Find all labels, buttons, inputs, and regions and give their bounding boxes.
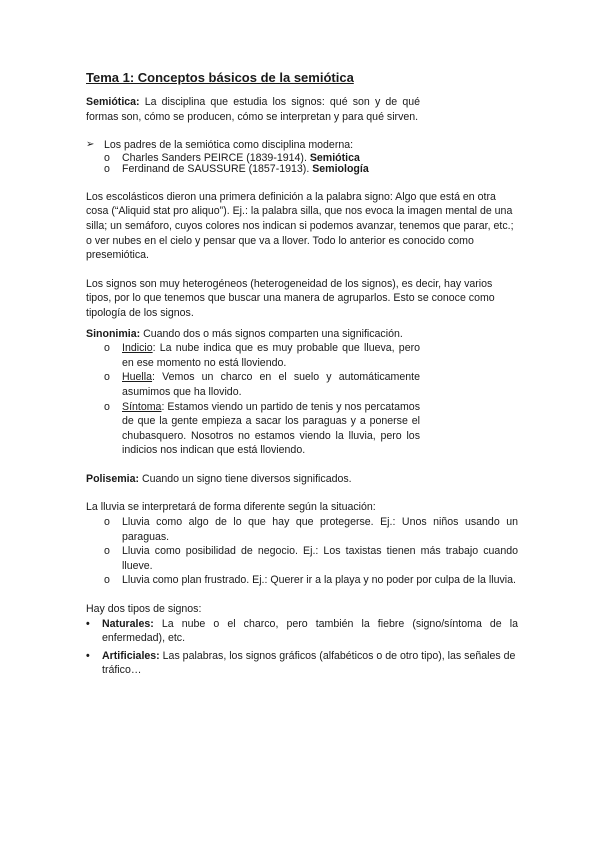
list-item: • Artificiales: Las palabras, los signos gráficos (alfabéticos o de otro tipo), las señales de tráfico… [86,649,516,677]
list-item: • Naturales: La nube o el charco, pero también la fiebre (signo/síntoma de la enfermedad), etc. [86,617,519,645]
list-item: o Ferdinand de SAUSSURE (1857-1913). Semiología [104,163,369,176]
escolasticos-paragraph: Los escolásticos dieron una primera definición a la palabra signo: Algo que está en otra cosa (“Aliquid stat pro aliquo”). Ej.: la palabra silla, que nos evoca la imagen mental de una silla; un semáforo, cuyos colores nos indican si podemos avanzar, tenemos que parar, etc.; o ver nubes en el cielo y pensar que va a llover. Todo lo anterior es conocido como presemiótica. [86,190,514,262]
list-item: o Charles Sanders PEIRCE (1839-1914). Semiótica [104,151,360,164]
lluvia-section: La lluvia se interpretará de forma diferente según la situación: o Lluvia como algo de lo que hay que protegerse. Ej.: Unos niños usando un paraguas. o Lluvia como posibilidad de negocio. Ej.: Los taxistas tienen más trabajo cuando llueve. o Lluvia como plan frustrado. Ej.: Querer ir a la playa y no poder por culpa de la lluvia. [86,501,518,587]
polisemia-label: Polisemia: [86,472,139,485]
list-item: o Huella: Vemos un charco en el suelo y automáticamente asumimos que ha llovido. [104,371,420,398]
semiotica-text: La disciplina que estudia los signos: qué son y de qué formas son, cómo se producen, cómo se interpretan y para qué sirven. [86,96,420,123]
padres-section [86,138,518,176]
semiotica-label: Semiótica: [86,96,140,108]
list-item: o Lluvia como plan frustrado. Ej.: Querer ir a la playa y no poder por culpa de la lluvia. [104,574,516,587]
heterogeneos-paragraph: Los signos son muy heterogéneos (heterogeneidad de los signos), es decir, hay varios tipos, por lo que tenemos que buscar una manera de agruparlos. Esto se conoce como tipología de los signos. [86,277,495,319]
arrow-bullet-icon: ➢ [86,139,95,151]
document-page [86,70,518,678]
sinonimia-label: Sinonimia: [86,327,141,340]
list-item: o Indicio: La nube indica que es muy probable que llueva, pero en ese momento no está lloviendo. [104,342,420,369]
list-item: o Síntoma: Estamos viendo un partido de tenis y nos percatamos de que la gente empieza a sacar los paraguas y a ponerse el chubasquero. Nosotros no estamos viendo la lluvia, pero los indicios nos indican que está lloviendo. [104,400,420,457]
list-item: o Lluvia como posibilidad de negocio. Ej.: Los taxistas tienen más trabajo cuando llueve. [104,545,518,572]
tipos-section: Hay dos tipos de signos: • Naturales: La nube o el charco, pero también la fiebre (signo/síntoma de la enfermedad), etc. • Artificiales: Las palabras, los signos gráficos (alfabéticos o de otro tipo), las señales de tráfico… [86,603,519,677]
list-item: o Lluvia como algo de lo que hay que protegerse. Ej.: Unos niños usando un paraguas. [104,516,518,543]
polisemia-definition: Polisemia: Cuando un signo tiene diversos significados. [86,472,352,485]
page-title: Tema 1: Conceptos básicos de la semiótica [86,70,354,85]
sinonimia-section: Sinonimia: Cuando dos o más signos comparten una significación. o Indicio: La nube indica que es muy probable que llueva, pero en ese momento no está lloviendo. o Huella: Vemos un charco en el suelo y automáticamente asumimos que ha llovido. o Síntoma: Estamos viendo un partido de tenis y nos percatamos de que la gente empieza a sacar los paraguas y a ponerse el chubasquero. Nosotros no estamos viendo la lluvia, pero los indicios nos indican que está lloviendo. [86,327,420,457]
padres-intro: Los padres de la semiótica como disciplina moderna: [104,139,354,152]
semiotica-definition [86,95,420,124]
